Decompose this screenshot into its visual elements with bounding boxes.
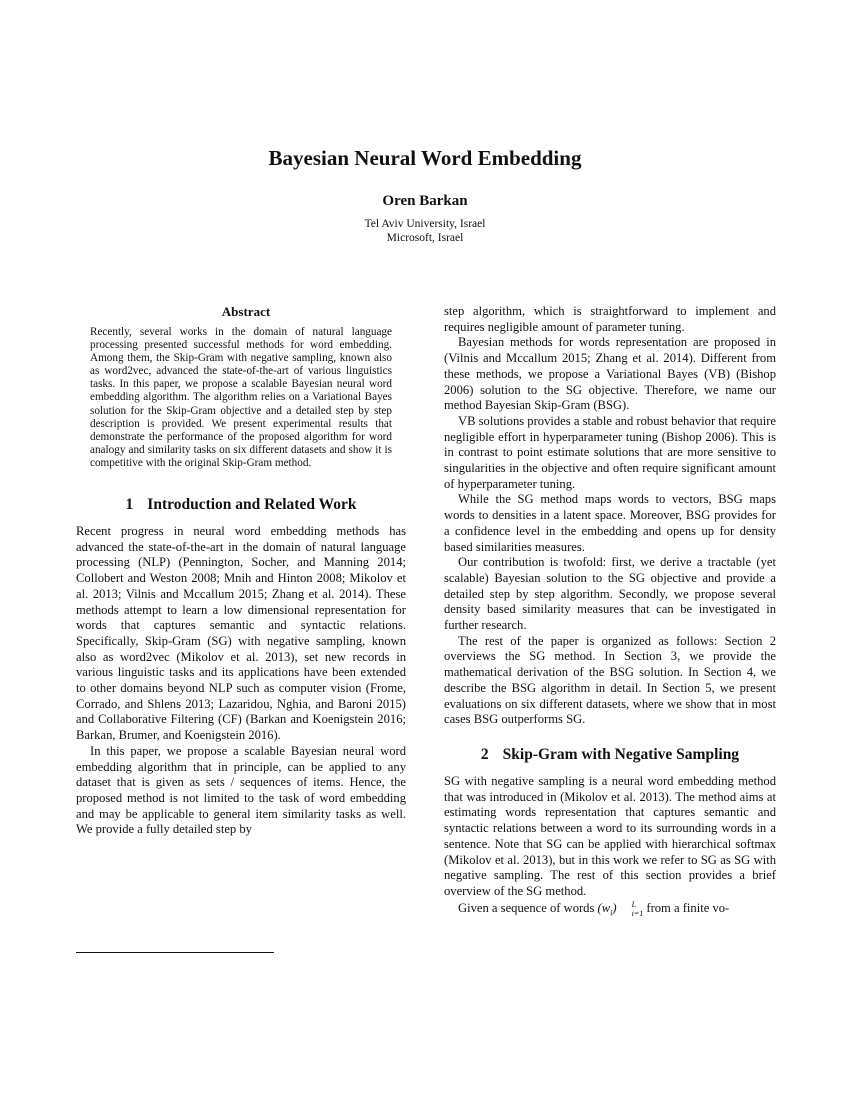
affiliation-1: Tel Aviv University, Israel (364, 218, 486, 230)
section-2-number: 2 (480, 745, 489, 763)
word-sequence-formula: $(w_i)$ L i=1 (597, 899, 644, 918)
affiliations (0, 217, 850, 245)
affiliation-2: Microsoft, Israel (386, 232, 464, 244)
section-1-number: 1 (125, 496, 134, 514)
abstract-heading: Abstract (221, 304, 271, 319)
intro-paragraph-3: Bayesian methods for words representation are proposed in (Vilnis and Mccallum 2015; Zhang et al. 2014). Different from these methods, we propose a Variational Bayes (VB) (Bishop 2006) solution to the SG objective. Therefore, we name our method Bayesian Skip-Gram (BSG). (444, 335, 776, 413)
intro-paragraph-2: In this paper, we propose a scalable Bayesian neural word embedding algorithm that in principle, can be applied to any dataset that is given as sets / sequences of items. Hence, the proposed method is not limited to the task of word embedding and may be applicable to general item similarity tasks as well. We provide a fully detailed step by (76, 743, 406, 837)
intro-paragraph-4: VB solutions provides a stable and robust behavior that require negligible effort in hyperparameter tuning (Bishop 2006). This is in contrast to point estimate solutions that are more sensitive to singularities in the objective and often require significant amount of hyperparameter tuning. (444, 413, 776, 491)
author-name: Oren Barkan (382, 193, 468, 209)
sg-paragraph-2 (444, 900, 776, 921)
intro-paragraph-5: While the SG method maps words to vectors, BSG maps words to densities in a latent space. Moreover, BSG provides for a confidence level in the embedding and opens up for density based similarities measures. (444, 492, 776, 554)
paper-title: Bayesian Neural Word Embedding (268, 146, 582, 170)
abstract-text: Recently, several works in the domain of natural language processing presented successful methods for word embedding. Among them, the Skip-Gram with negative sampling, known also as word2vec, advanced the state-of-the-art of various linguistics tasks. In this paper, we propose a scalable Bayesian neural word embedding algorithm. The algorithm relies on a Variational Bayes solution for the Skip-Gram objective and a detailed step by step description is provided. We present experimental results that demonstrate the performance of the proposed algorithm for word analogy and similarity tasks on six different datasets and show it is competitive with the original Skip-Gram method. (90, 326, 392, 469)
left-column (76, 304, 406, 838)
sg-paragraph-2-start: Given a sequence of words (458, 900, 595, 915)
intro-paragraph-1: Recent progress in neural word embedding methods has advanced the state-of-the-art in the domain of natural language processing (NLP) (Pennington, Socher, and Manning 2014; Collobert and Weston 2008; Mnih and Hinton 2008; Mikolov et al. 2013; Vilnis and Mccallum 2015; Zhang et al. 2014). These methods attempt to learn a low dimensional representation for words that captures semantic and syntactic relations. Specifically, Skip-Gram (SG) with negative sampling, known also as word2vec (Mikolov et al. 2013), set new records in various linguistic tasks and its applications have been extended to other domains beyond NLP such as computer vision (Frome, Corrado, and Shlens 2013; Lazaridou, Nghia, and Baroni 2015) and Collaborative Filtering (CF) (Barkan and Koenigstein 2016; Barkan, Brumer, and Koenigstein 2016). (76, 524, 406, 743)
intro-paragraph-6: Our contribution is twofold: first, we derive a tractable (yet scalable) Bayesian solution to the SG objective and provide a detailed step by step algorithm. Secondly, we propose several density based similarity measures that can be investigated in further research. (444, 555, 776, 633)
section-2-heading (444, 746, 776, 764)
sg-paragraph-1: SG with negative sampling is a neural word embedding method that was introduced in (Mikolov et al. 2013). The method aims at estimating words representation that captures semantic and syntactic relations between a word to its surrounding words in a sentence. Note that SG can be applied with hierarchical softmax (Mikolov et al. 2013), but in this work we refer to SG as SG with negative sampling. The rest of this section provides a brief overview of the SG method. (444, 773, 776, 898)
intro-paragraph-7: The rest of the paper is organized as follows: Section 2 overviews the SG method. In Section 3, we provide the mathematical derivation of the BSG solution. In Section 4, we describe the BSG algorithm in detail. In Section 5, we present evaluations on six different datasets, where we show that in most cases BSG outperforms SG. (444, 633, 776, 727)
section-2-title: Skip-Gram with Negative Sampling (502, 745, 740, 763)
sg-paragraph-2-end: from a finite vo- (646, 900, 730, 915)
section-1-heading (76, 496, 406, 514)
intro-paragraph-2-continued: step algorithm, which is straightforward to implement and requires negligible amount of parameter tuning. (444, 304, 776, 334)
section-1-title: Introduction and Related Work (147, 496, 357, 514)
footnote-rule (76, 952, 274, 953)
right-column (444, 304, 776, 921)
